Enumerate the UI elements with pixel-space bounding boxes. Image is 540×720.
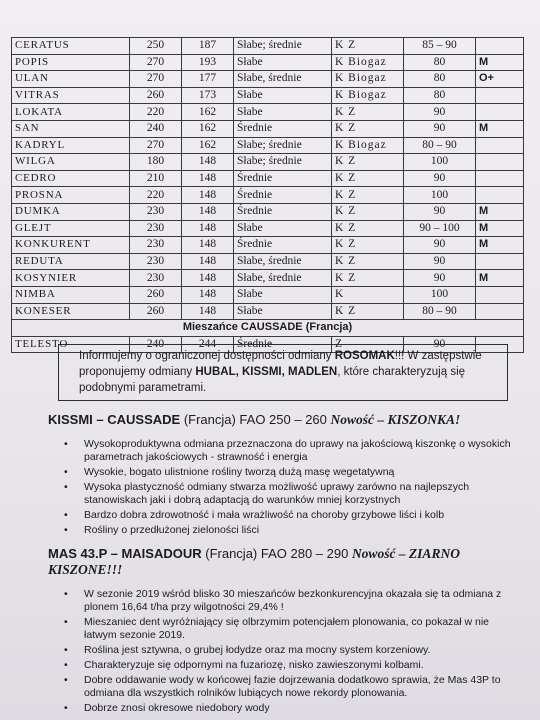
cell-use: K Z bbox=[332, 187, 404, 204]
cell-use: K Biogaz bbox=[332, 71, 404, 88]
cell-use: K Biogaz bbox=[332, 137, 404, 154]
mas43p-name: MAS 43.P – MAISADOUR bbox=[48, 546, 202, 561]
cell-use: K Z bbox=[332, 220, 404, 237]
table-row bbox=[12, 38, 524, 55]
mas43p-tagline: Nowość – ZIARNO KISZONE!!! bbox=[48, 546, 460, 577]
cell-dmg: 100 bbox=[404, 187, 476, 204]
cell-x: 162 bbox=[182, 120, 234, 137]
list-item: • Bardzo dobra zdrowotność i mała wrażliwość na choroby grzybowe liści i kolb bbox=[62, 509, 512, 522]
cell-x: 148 bbox=[182, 203, 234, 220]
cell-name: PROSNA bbox=[12, 187, 130, 204]
cell-use: K Z bbox=[332, 203, 404, 220]
list-item: • Mieszaniec dent wyróżniający się olbrzymim potencjałem plonowania, co pokazał w nie łatwym sezonie 2019. bbox=[62, 616, 512, 642]
cell-mark: M bbox=[476, 270, 524, 287]
cell-use: K Z bbox=[332, 270, 404, 287]
mas43p-heading bbox=[48, 546, 478, 578]
section-header-row bbox=[12, 320, 524, 337]
cell-dmg: 85 – 90 bbox=[404, 38, 476, 55]
cell-fao: 230 bbox=[130, 203, 182, 220]
cell-drought: Średnie bbox=[234, 203, 332, 220]
cell-name: CEDRO bbox=[12, 170, 130, 187]
cell-name: POPIS bbox=[12, 54, 130, 71]
cell-use: K Z bbox=[332, 120, 404, 137]
cell-drought: Słabe; średnie bbox=[234, 137, 332, 154]
table-row bbox=[12, 54, 524, 71]
cell-mark bbox=[476, 38, 524, 55]
table-row bbox=[12, 71, 524, 88]
cell-drought: Słabe, średnie bbox=[234, 270, 332, 287]
cell-drought: Słabe bbox=[234, 87, 332, 104]
cell-drought: Słabe bbox=[234, 220, 332, 237]
cell-dmg: 80 bbox=[404, 71, 476, 88]
list-item: • W sezonie 2019 wśród blisko 30 mieszańców bezkonkurencyjna okazała się ta odmiana z plonem 16,64 t/ha przy wilgotności 29,4% ! bbox=[62, 588, 512, 614]
cell-mark bbox=[476, 187, 524, 204]
cell-fao: 270 bbox=[130, 71, 182, 88]
cell-name: DUMKA bbox=[12, 203, 130, 220]
cell-x: 148 bbox=[182, 187, 234, 204]
table-row bbox=[12, 286, 524, 303]
cell-fao: 220 bbox=[130, 187, 182, 204]
cell-use: K Biogaz bbox=[332, 54, 404, 71]
table-row bbox=[12, 270, 524, 287]
list-item: • Rośliny o przedłużonej zieloności liści bbox=[62, 524, 512, 537]
cell-name: CERATUS bbox=[12, 38, 130, 55]
cell-mark bbox=[476, 87, 524, 104]
cell-drought: Średnie bbox=[234, 120, 332, 137]
cell-use: K Z bbox=[332, 154, 404, 171]
cell-x: 177 bbox=[182, 71, 234, 88]
cell-drought: Słabe; średnie bbox=[234, 154, 332, 171]
cell-fao: 270 bbox=[130, 137, 182, 154]
table-row bbox=[12, 187, 524, 204]
table-row bbox=[12, 237, 524, 254]
cell-x: 193 bbox=[182, 54, 234, 71]
cell-drought: Słabe bbox=[234, 303, 332, 320]
list-item: • Wysoka plastyczność odmiany stwarza możliwość uprawy zarówno na najlepszych stanowiskach jaki i dobrą adaptacją do warunków mniej korzystnych bbox=[62, 481, 512, 507]
cell-use: K bbox=[332, 286, 404, 303]
cell-dmg: 80 – 90 bbox=[404, 137, 476, 154]
cell-x: 148 bbox=[182, 270, 234, 287]
varieties-table bbox=[11, 37, 524, 353]
list-item: • Charakteryzuje się odpornymi na fuzariozę, nisko zawieszonymi kolbami. bbox=[62, 659, 512, 672]
cell-use: K Z bbox=[332, 104, 404, 121]
notice-variety-rosomak: ROSOMAK bbox=[334, 350, 395, 362]
table-row bbox=[12, 253, 524, 270]
cell-fao: 230 bbox=[130, 237, 182, 254]
cell-dmg: 90 bbox=[404, 120, 476, 137]
cell-name: LOKATA bbox=[12, 104, 130, 121]
varieties-table-body bbox=[12, 38, 524, 353]
table-row bbox=[12, 203, 524, 220]
cell-fao: 260 bbox=[130, 286, 182, 303]
cell-fao: 210 bbox=[130, 170, 182, 187]
cell-fao: 180 bbox=[130, 154, 182, 171]
cell-fao: 260 bbox=[130, 303, 182, 320]
cell-name: REDUTA bbox=[12, 253, 130, 270]
table-row bbox=[12, 170, 524, 187]
cell-name: NIMBA bbox=[12, 286, 130, 303]
cell-fao: 230 bbox=[130, 270, 182, 287]
section-label: Mieszańce CAUSSADE (Francja) bbox=[12, 320, 524, 337]
cell-dmg: 80 – 90 bbox=[404, 303, 476, 320]
cell-x: 148 bbox=[182, 170, 234, 187]
kissmi-origin: (Francja) FAO 250 – 260 bbox=[180, 412, 331, 427]
cell-dmg: 90 bbox=[404, 270, 476, 287]
cell-x: 162 bbox=[182, 104, 234, 121]
cell-use: K Z bbox=[332, 38, 404, 55]
cell-use: K Z bbox=[332, 237, 404, 254]
notice-text-1: Informujemy o ograniczonej dostępności odmiany bbox=[79, 350, 335, 362]
cell-dmg: 90 bbox=[404, 237, 476, 254]
cell-name: SAN bbox=[12, 120, 130, 137]
cell-drought: Słabe bbox=[234, 286, 332, 303]
cell-mark: M bbox=[476, 54, 524, 71]
cell-x: 148 bbox=[182, 220, 234, 237]
table-row bbox=[12, 137, 524, 154]
notice-proposed-varieties: HUBAL, KISSMI, MADLEN bbox=[195, 366, 338, 378]
cell-drought: Średnie bbox=[234, 187, 332, 204]
cell-fao: 270 bbox=[130, 54, 182, 71]
cell-mark: M bbox=[476, 203, 524, 220]
cell-name: WILGA bbox=[12, 154, 130, 171]
cell-mark bbox=[476, 286, 524, 303]
cell-x: 162 bbox=[182, 137, 234, 154]
kissmi-name: KISSMI – CAUSSADE bbox=[48, 412, 181, 427]
table-row bbox=[12, 87, 524, 104]
cell-use: K Biogaz bbox=[332, 87, 404, 104]
list-item: • Dobrze znosi okresowe niedobory wody bbox=[62, 702, 512, 715]
cell-mark bbox=[476, 303, 524, 320]
cell-dmg: 90 bbox=[404, 253, 476, 270]
table-row bbox=[12, 154, 524, 171]
cell-fao: 230 bbox=[130, 253, 182, 270]
cell-drought: Słabe bbox=[234, 104, 332, 121]
cell-fao: 250 bbox=[130, 38, 182, 55]
cell-drought: Słabe bbox=[234, 54, 332, 71]
cell-dmg: 100 bbox=[404, 154, 476, 171]
cell-name: KOSYNIER bbox=[12, 270, 130, 287]
cell-mark: M bbox=[476, 237, 524, 254]
availability-notice bbox=[58, 344, 508, 401]
cell-use: K Z bbox=[332, 170, 404, 187]
table-row bbox=[12, 303, 524, 320]
cell-drought: Średnie bbox=[234, 336, 332, 353]
cell-name: KONKURENT bbox=[12, 237, 130, 254]
cell-fao: 260 bbox=[130, 87, 182, 104]
table-row bbox=[12, 104, 524, 121]
cell-x: 173 bbox=[182, 87, 234, 104]
cell-mark: M bbox=[476, 220, 524, 237]
cell-mark bbox=[476, 104, 524, 121]
notice-text-2: !!! W zastępstwie proponujemy odmiany bbox=[79, 350, 482, 378]
cell-x: 187 bbox=[182, 38, 234, 55]
cell-drought: Słabe; średnie bbox=[234, 38, 332, 55]
mas43p-origin: (Francja) FAO 280 – 290 bbox=[201, 546, 352, 561]
list-item: • Roślina jest sztywna, o grubej łodydze oraz ma mocny system korzeniowy. bbox=[62, 644, 512, 657]
table-row bbox=[12, 220, 524, 237]
cell-dmg: 80 bbox=[404, 54, 476, 71]
cell-dmg: 90 bbox=[404, 170, 476, 187]
list-item: • Wysokie, bogato ulistnione rośliny tworzą dużą masę wegetatywną bbox=[62, 466, 512, 479]
cell-drought: Słabe, średnie bbox=[234, 253, 332, 270]
list-item: • Wysokoproduktywna odmiana przeznaczona do uprawy na jakościową kiszonkę o wysokich parametrach jakościowych - strawność i energia bbox=[62, 438, 512, 464]
cell-fao: 230 bbox=[130, 220, 182, 237]
cell-mark: O+ bbox=[476, 71, 524, 88]
cell-x: 148 bbox=[182, 237, 234, 254]
cell-use: K Z bbox=[332, 303, 404, 320]
cell-mark bbox=[476, 154, 524, 171]
cell-x: 148 bbox=[182, 154, 234, 171]
cell-name: KONESER bbox=[12, 303, 130, 320]
cell-mark bbox=[476, 137, 524, 154]
cell-x: 148 bbox=[182, 303, 234, 320]
cell-mark bbox=[476, 170, 524, 187]
cell-name: VITRAS bbox=[12, 87, 130, 104]
table-row bbox=[12, 120, 524, 137]
cell-drought: Średnie bbox=[234, 237, 332, 254]
cell-drought: Średnie bbox=[234, 170, 332, 187]
cell-dmg: 90 – 100 bbox=[404, 220, 476, 237]
mas43p-bullets bbox=[62, 588, 512, 717]
cell-dmg: 90 bbox=[404, 203, 476, 220]
cell-drought: Słabe, średnie bbox=[234, 71, 332, 88]
kissmi-heading bbox=[48, 412, 460, 428]
cell-name: KADRYL bbox=[12, 137, 130, 154]
cell-mark: M bbox=[476, 120, 524, 137]
cell-name: TELESTO bbox=[12, 336, 130, 353]
cell-use: K Z bbox=[332, 253, 404, 270]
cell-fao: 240 bbox=[130, 120, 182, 137]
cell-x: 148 bbox=[182, 253, 234, 270]
cell-x: 148 bbox=[182, 286, 234, 303]
notice-text-3: , które charakteryzują się podobnymi parametrami. bbox=[79, 366, 466, 394]
list-item: • Dobre oddawanie wody w końcowej fazie dojrzewania dodatkowo sprawia, że Mas 43P to odmiana dla wszystkich rolników lubiących nowe rekordy plonowania. bbox=[62, 674, 512, 700]
cell-dmg: 100 bbox=[404, 286, 476, 303]
kissmi-bullets bbox=[62, 438, 512, 539]
cell-x: 244 bbox=[182, 336, 234, 353]
cell-name: GLEJT bbox=[12, 220, 130, 237]
cell-dmg: 80 bbox=[404, 87, 476, 104]
cell-dmg: 90 bbox=[404, 336, 476, 353]
kissmi-tagline: Nowość – KISZONKA! bbox=[330, 412, 461, 427]
cell-use: Z bbox=[332, 336, 404, 353]
cell-fao: 220 bbox=[130, 104, 182, 121]
cell-fao: 240 bbox=[130, 336, 182, 353]
cell-mark bbox=[476, 253, 524, 270]
cell-name: ULAN bbox=[12, 71, 130, 88]
cell-dmg: 90 bbox=[404, 104, 476, 121]
